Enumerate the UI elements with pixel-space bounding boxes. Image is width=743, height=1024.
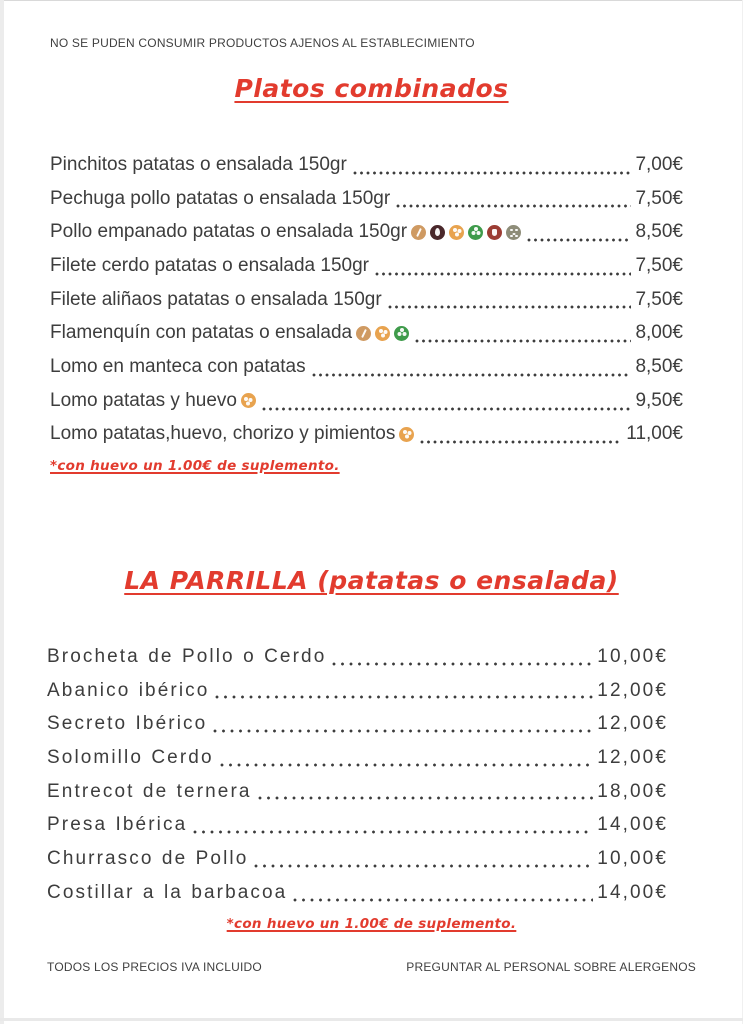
dot-leader — [375, 272, 631, 276]
item-price: 7,50€ — [635, 254, 683, 276]
item-name: Filete cerdo patatas o ensalada 150gr — [50, 254, 369, 276]
item-price: 12,00€ — [597, 746, 668, 768]
item-price: 7,00€ — [635, 153, 683, 175]
item-price: 8,50€ — [635, 355, 683, 377]
supplement-note-platos: *con huevo un 1.00€ de suplemento. — [50, 458, 340, 474]
footer-allergens-note: PREGUNTAR AL PERSONAL SOBRE ALERGENOS — [406, 960, 696, 974]
footer-iva-note: TODOS LOS PRECIOS IVA INCLUIDO — [47, 960, 262, 974]
menu-item-row — [50, 283, 683, 317]
dot-leader — [193, 830, 593, 834]
item-name: Lomo patatas,huevo, chorizo y pimientos — [50, 423, 396, 445]
dot-leader — [258, 796, 594, 800]
gluten-allergen-icon — [356, 326, 371, 341]
item-price: 14,00€ — [597, 814, 668, 836]
menu-item-row — [50, 384, 683, 418]
item-name: Solomillo Cerdo — [47, 746, 214, 768]
item-price: 12,00€ — [597, 713, 668, 735]
item-name: Entrecot de ternera — [47, 780, 252, 802]
menu-item-row — [47, 876, 668, 910]
item-name: Churrasco de Pollo — [47, 847, 249, 869]
section-title-platos-combinados: Platos combinados — [234, 74, 509, 103]
dot-leader — [388, 305, 632, 309]
menu-item-row — [50, 350, 683, 384]
dot-leader — [254, 864, 593, 868]
egg-allergen-icon — [241, 393, 256, 408]
menu-items-la-parrilla — [47, 640, 668, 910]
menu-item-row — [47, 707, 668, 741]
menu-item-row — [50, 215, 683, 249]
item-price: 11,00€ — [626, 423, 683, 445]
item-price: 14,00€ — [597, 881, 668, 903]
section-title-la-parrilla: LA PARRILLA (patatas o ensalada) — [124, 566, 619, 595]
item-name: Lomo patatas y huevo — [50, 389, 237, 411]
dot-leader — [332, 662, 593, 666]
menu-items-platos-combinados — [50, 148, 683, 451]
item-price: 7,50€ — [635, 187, 683, 209]
menu-item-row — [50, 249, 683, 283]
menu-item-row — [47, 775, 668, 809]
item-name: Pollo empanado patatas o ensalada 150gr — [50, 221, 408, 243]
sesame-allergen-icon — [506, 225, 521, 240]
page-edge-left — [0, 0, 4, 1024]
item-name: Filete aliñaos patatas o ensalada 150gr — [50, 288, 382, 310]
menu-item-row — [47, 842, 668, 876]
item-price: 9,50€ — [635, 389, 683, 411]
item-price: 7,50€ — [635, 288, 683, 310]
item-name: Flamenquín con patatas o ensalada — [50, 322, 353, 344]
footer — [47, 960, 696, 974]
dot-leader — [215, 695, 593, 699]
item-name: Secreto Ibérico — [47, 713, 208, 735]
gluten-allergen-icon — [411, 225, 426, 240]
dot-leader — [293, 898, 593, 902]
dot-leader — [353, 171, 632, 175]
egg-allergen-icon — [449, 225, 464, 240]
dot-leader — [420, 440, 622, 444]
menu-item-row — [50, 148, 683, 182]
egg-allergen-icon — [399, 427, 414, 442]
item-name: Brocheta de Pollo o Cerdo — [47, 645, 327, 667]
item-name: Pechuga pollo patatas o ensalada 150gr — [50, 187, 391, 209]
dot-leader — [262, 407, 631, 411]
dot-leader — [220, 763, 594, 767]
nuts-allergen-icon — [430, 225, 445, 240]
soy-allergen-icon — [468, 225, 483, 240]
dot-leader — [396, 204, 631, 208]
soy-allergen-icon — [394, 326, 409, 341]
item-price: 10,00€ — [597, 645, 668, 667]
item-name: Pinchitos patatas o ensalada 150gr — [50, 153, 347, 175]
page-edge-top — [0, 0, 743, 1]
dot-leader — [213, 729, 593, 733]
item-name: Lomo en manteca con patatas — [50, 355, 306, 377]
menu-item-row — [47, 640, 668, 674]
menu-item-row — [47, 808, 668, 842]
menu-item-row — [50, 418, 683, 452]
menu-item-row — [47, 741, 668, 775]
item-price: 12,00€ — [597, 679, 668, 701]
menu-item-row — [50, 182, 683, 216]
egg-allergen-icon — [375, 326, 390, 341]
item-name: Abanico ibérico — [47, 679, 210, 701]
menu-item-row — [50, 316, 683, 350]
item-name: Presa Ibérica — [47, 814, 188, 836]
top-notice: NO SE PUDEN CONSUMIR PRODUCTOS AJENOS AL ESTABLECIMIENTO — [50, 36, 475, 50]
mustard-allergen-icon — [487, 225, 502, 240]
supplement-note-parrilla: *con huevo un 1.00€ de suplemento. — [226, 916, 517, 932]
item-price: 8,00€ — [635, 322, 683, 344]
item-price: 10,00€ — [597, 847, 668, 869]
dot-leader — [527, 238, 631, 242]
dot-leader — [415, 339, 631, 343]
menu-item-row — [47, 674, 668, 708]
dot-leader — [312, 373, 632, 377]
item-name: Costillar a la barbacoa — [47, 881, 288, 903]
item-price: 8,50€ — [635, 221, 683, 243]
item-price: 18,00€ — [597, 780, 668, 802]
page-edge-bottom — [0, 1018, 743, 1021]
